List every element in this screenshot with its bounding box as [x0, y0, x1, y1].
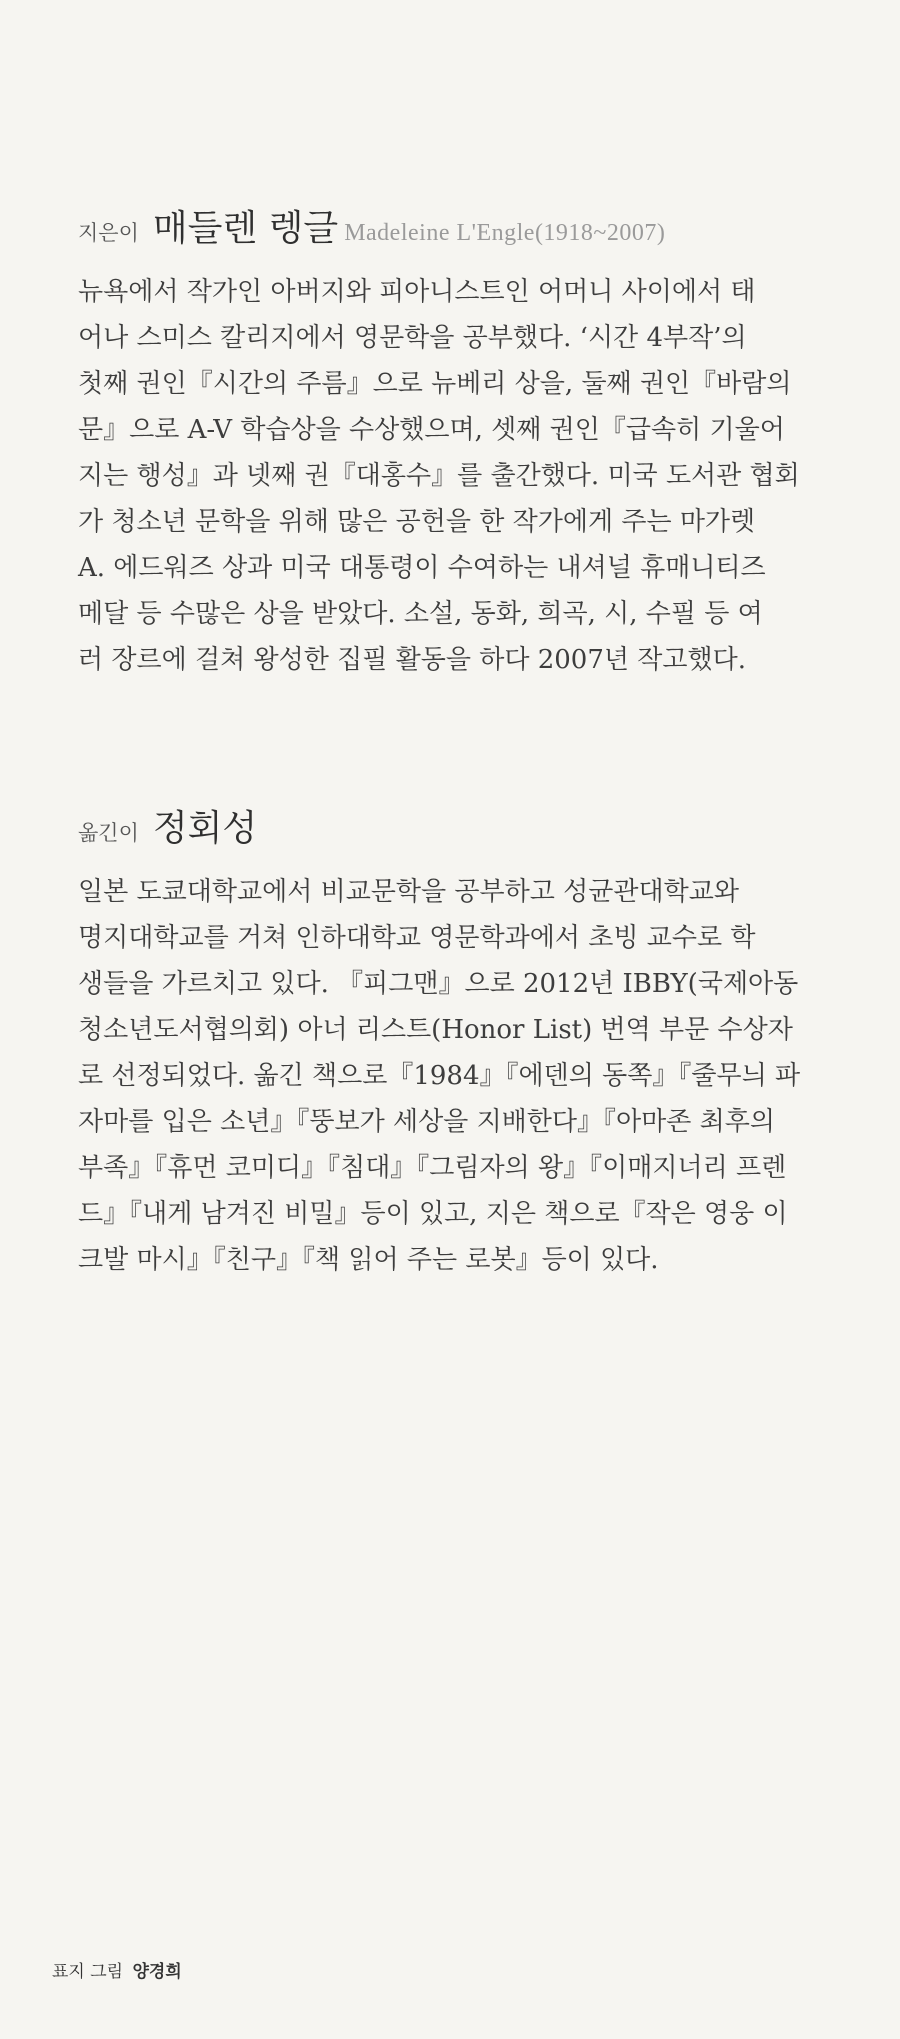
bio-line: 드』『내게 남겨진 비밀』등이 있고, 지은 책으로『작은 영웅 이 — [78, 1199, 788, 1229]
translator-role-label: 옮긴이 — [78, 821, 139, 845]
cover-credit-label: 표지 그림 — [52, 1962, 124, 1982]
translator-heading — [78, 800, 858, 851]
author-name-english: Madeleine L'Engle(1918~2007) — [344, 220, 666, 246]
cover-illustration-credit — [52, 1957, 182, 1982]
bio-line: 첫째 권인『시간의 주름』으로 뉴베리 상을, 둘째 권인『바람의 — [78, 369, 792, 399]
bio-line: 명지대학교를 거쳐 인하대학교 영문학과에서 초빙 교수로 학 — [78, 923, 756, 953]
bio-line: 일본 도쿄대학교에서 비교문학을 공부하고 성균관대학교와 — [78, 877, 739, 907]
bio-line: 생들을 가르치고 있다. 『피그맨』으로 2012년 IBBY(국제아동 — [78, 969, 799, 999]
bio-line: 지는 행성』과 넷째 권『대홍수』를 출간했다. 미국 도서관 협회 — [78, 461, 800, 491]
bio-line: 러 장르에 걸쳐 왕성한 집필 활동을 하다 2007년 작고했다. — [78, 645, 746, 675]
translator-bio — [78, 869, 858, 1283]
bio-line: 문』으로 A-V 학습상을 수상했으며, 셋째 권인『급속히 기울어 — [78, 415, 785, 445]
bio-line: A. 에드워즈 상과 미국 대통령이 수여하는 내셔널 휴매니티즈 — [78, 553, 766, 583]
bio-line: 부족』『휴먼 코미디』『침대』『그림자의 왕』『이매지너리 프렌 — [78, 1153, 787, 1183]
translator-section — [78, 800, 858, 1283]
bio-line: 청소년도서협의회) 아너 리스트(Honor List) 번역 부문 수상자 — [78, 1015, 793, 1045]
bio-line: 크발 마시』『친구』『책 읽어 주는 로봇』등이 있다. — [78, 1245, 659, 1275]
translator-name: 정회성 — [152, 808, 258, 849]
author-section — [78, 200, 858, 683]
bio-line: 뉴욕에서 작가인 아버지와 피아니스트인 어머니 사이에서 태 — [78, 277, 756, 307]
bio-line: 메달 등 수많은 상을 받았다. 소설, 동화, 희곡, 시, 수필 등 여 — [78, 599, 763, 629]
author-name-korean: 매들렌 렝글 — [152, 208, 339, 249]
author-heading — [78, 200, 858, 251]
bio-line: 로 선정되었다. 옮긴 책으로『1984』『에덴의 동쪽』『줄무늬 파 — [78, 1061, 801, 1091]
bio-line: 어나 스미스 칼리지에서 영문학을 공부했다. ‘시간 4부작’의 — [78, 323, 747, 353]
author-bio — [78, 269, 858, 683]
cover-credit-name: 양경희 — [132, 1962, 182, 1982]
bio-line: 자마를 입은 소년』『뚱보가 세상을 지배한다』『아마존 최후의 — [78, 1107, 775, 1137]
bio-line: 가 청소년 문학을 위해 많은 공헌을 한 작가에게 주는 마가렛 — [78, 507, 756, 537]
author-role-label: 지은이 — [78, 221, 139, 245]
